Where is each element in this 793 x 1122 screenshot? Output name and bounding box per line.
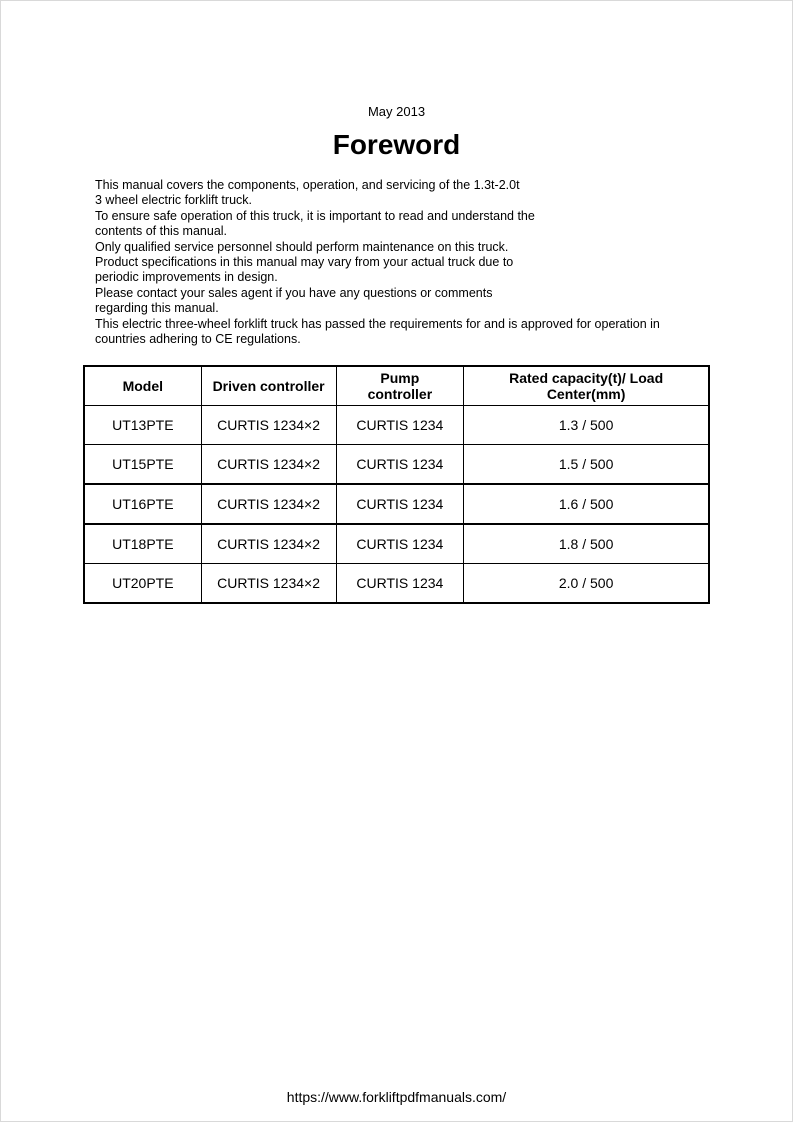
cell-model: UT15PTE [84, 445, 201, 485]
intro-paragraph [95, 178, 735, 347]
cell-model: UT13PTE [84, 406, 201, 445]
cell-driven-controller: CURTIS 1234×2 [201, 406, 336, 445]
cell-model: UT16PTE [84, 484, 201, 524]
cell-pump-controller: CURTIS 1234 [336, 445, 464, 485]
cell-rated-capacity: 1.6 / 500 [464, 484, 709, 524]
table-row [84, 524, 709, 564]
cell-rated-capacity: 1.8 / 500 [464, 524, 709, 564]
intro-line: This electric three-wheel forklift truck has passed the requirements for and is approved for operation in [95, 316, 660, 331]
cell-driven-controller: CURTIS 1234×2 [201, 484, 336, 524]
header-rated-capacity [464, 366, 709, 406]
intro-line: contents of this manual. [95, 224, 228, 239]
cell-pump-controller: CURTIS 1234 [336, 406, 464, 445]
cell-driven-controller: CURTIS 1234×2 [201, 564, 336, 604]
intro-line: This manual covers the components, operation, and servicing of the 1.3t-2.0t [95, 178, 520, 192]
table-header-row [84, 366, 709, 406]
cell-driven-controller: CURTIS 1234×2 [201, 445, 336, 485]
intro-line: 3 wheel electric forklift truck. [95, 193, 252, 208]
header-pump-controller [336, 366, 464, 406]
table-row [84, 564, 709, 604]
document-date: May 2013 [367, 104, 426, 119]
intro-line: Product specifications in this manual may vary from your actual truck due to [95, 255, 514, 270]
intro-line: regarding this manual. [95, 301, 219, 316]
intro-line: periodic improvements in design. [95, 270, 278, 285]
cell-model: UT20PTE [84, 564, 201, 604]
cell-rated-capacity: 1.5 / 500 [464, 445, 709, 485]
cell-rated-capacity: 1.3 / 500 [464, 406, 709, 445]
header-model: Model [84, 366, 201, 406]
footer-url: https://www.forkliftpdfmanuals.com/ [286, 1089, 507, 1105]
header-driven-controller: Driven controller [201, 366, 336, 406]
header-capacity-line1: Rated capacity(t)/ Load [509, 370, 664, 386]
page-title: Foreword [332, 129, 461, 160]
intro-line: To ensure safe operation of this truck, it is important to read and understand the [95, 208, 535, 223]
table-row [84, 484, 709, 524]
cell-model: UT18PTE [84, 524, 201, 564]
intro-line: Only qualified service personnel should perform maintenance on this truck. [95, 239, 509, 254]
specification-table [83, 365, 710, 604]
table-row [84, 406, 709, 445]
cell-rated-capacity: 2.0 / 500 [464, 564, 709, 604]
cell-pump-controller: CURTIS 1234 [336, 524, 464, 564]
header-pump-line2: controller [367, 386, 433, 402]
header-pump-line1: Pump [380, 370, 420, 386]
cell-pump-controller: CURTIS 1234 [336, 564, 464, 604]
cell-driven-controller: CURTIS 1234×2 [201, 524, 336, 564]
intro-line: countries adhering to CE regulations. [95, 332, 301, 347]
table-row [84, 445, 709, 485]
intro-line: Please contact your sales agent if you have any questions or comments [95, 285, 493, 300]
table-header [84, 366, 709, 406]
header-capacity-line2: Center(mm) [546, 386, 626, 402]
cell-pump-controller: CURTIS 1234 [336, 484, 464, 524]
table-body [84, 406, 709, 604]
